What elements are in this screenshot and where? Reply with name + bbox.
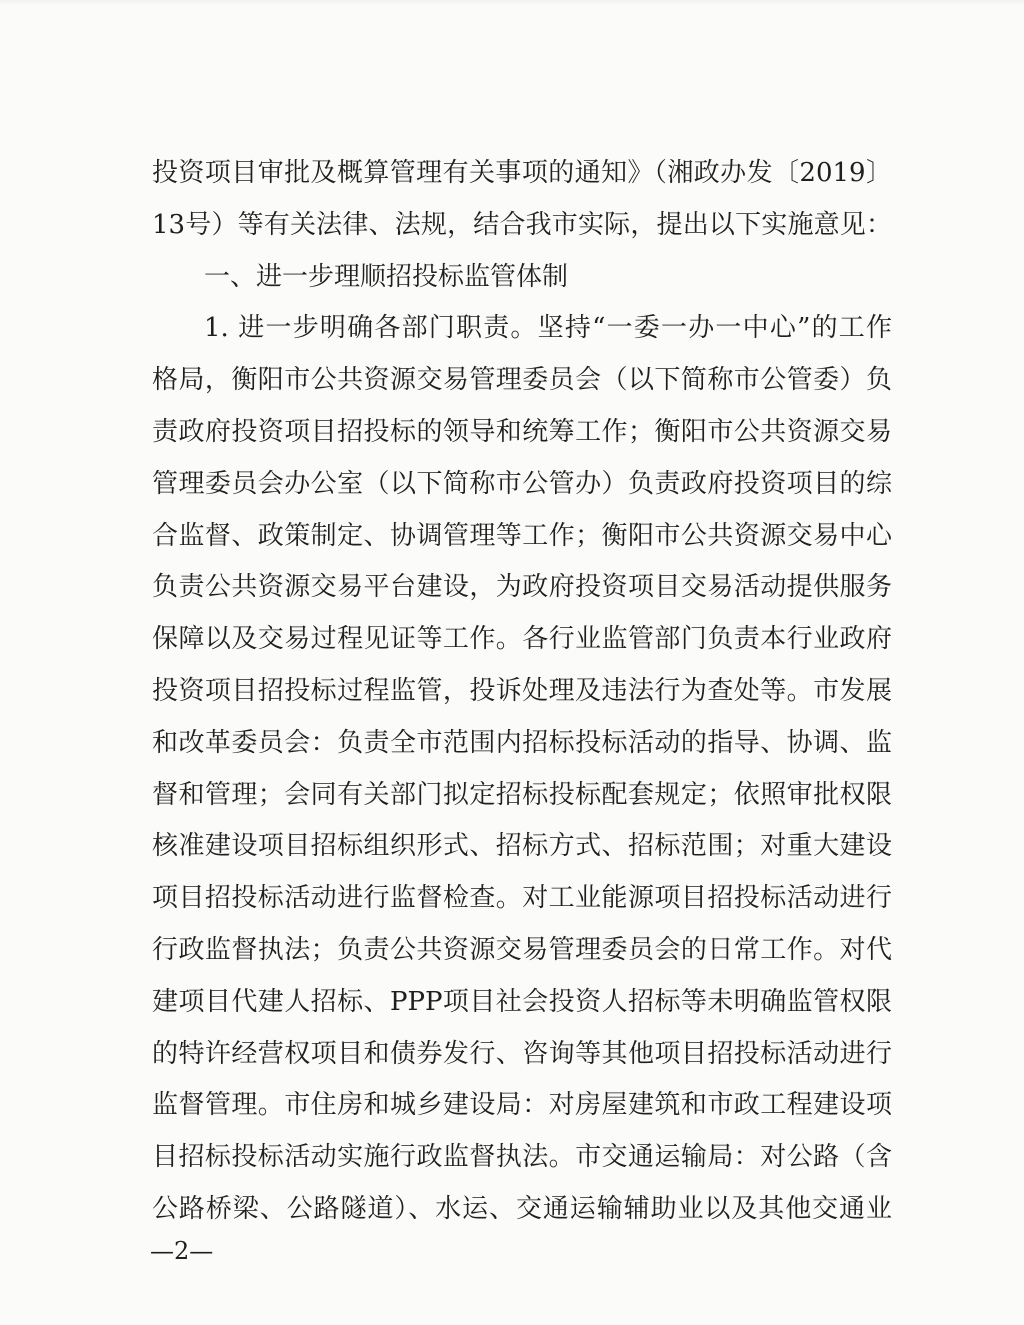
body-line: 公路桥梁、公路隧道）、水运、交通运输辅助业以及其他交通业 [152, 1193, 892, 1224]
body-line: 核准建设项目招标组织形式、招标方式、招标范围；对重大建设 [152, 831, 892, 862]
body-line: 合监督、政策制定、协调管理等工作；衡阳市公共资源交易中心 [152, 520, 892, 551]
body-line: 保障以及交易过程见证等工作。各行业监管部门负责本行业政府 [152, 624, 892, 655]
page-top-edge [0, 0, 1024, 6]
body-line: 责政府投资项目招投标的领导和统筹工作；衡阳市公共资源交易 [152, 416, 892, 447]
body-line: 建项目代建人招标、PPP项目社会投资人招标等未明确监管权限 [152, 986, 892, 1017]
page-number: —2— [150, 1237, 214, 1265]
body-line: 负责公共资源交易平台建设，为政府投资项目交易活动提供服务 [152, 572, 892, 603]
body-text [152, 148, 892, 1236]
body-line: 的特许经营权项目和债券发行、咨询等其他项目招投标活动进行 [152, 1038, 892, 1069]
body-line: 格局，衡阳市公共资源交易管理委员会（以下简称市公管委）负 [152, 365, 892, 396]
body-line: 1. 进一步明确各部门职责。坚持“一委一办一中心”的工作 [204, 313, 892, 344]
body-line: 目招标投标活动实施行政监督执法。市交通运输局：对公路（含 [152, 1142, 892, 1173]
body-line: 投资项目审批及概算管理有关事项的通知》（湘政办发〔2019〕 [152, 158, 892, 188]
body-line: 项目招投标活动进行监督检查。对工业能源项目招投标活动进行 [152, 883, 892, 914]
body-line: 管理委员会办公室（以下简称市公管办）负责政府投资项目的综 [152, 468, 892, 499]
section-heading: 一、进一步理顺招投标监管体制 [204, 261, 569, 292]
body-line: 13号）等有关法律、法规，结合我市实际，提出以下实施意见： [152, 209, 892, 240]
body-line: 和改革委员会：负责全市范围内招标投标活动的指导、协调、监 [152, 727, 892, 758]
body-line: 行政监督执法；负责公共资源交易管理委员会的日常工作。对代 [152, 934, 892, 965]
body-line: 监督管理。市住房和城乡建设局：对房屋建筑和市政工程建设项 [152, 1090, 892, 1121]
body-line: 督和管理；会同有关部门拟定招标投标配套规定；依照审批权限 [152, 779, 892, 810]
body-line: 投资项目招投标过程监管，投诉处理及违法行为查处等。市发展 [152, 675, 892, 706]
